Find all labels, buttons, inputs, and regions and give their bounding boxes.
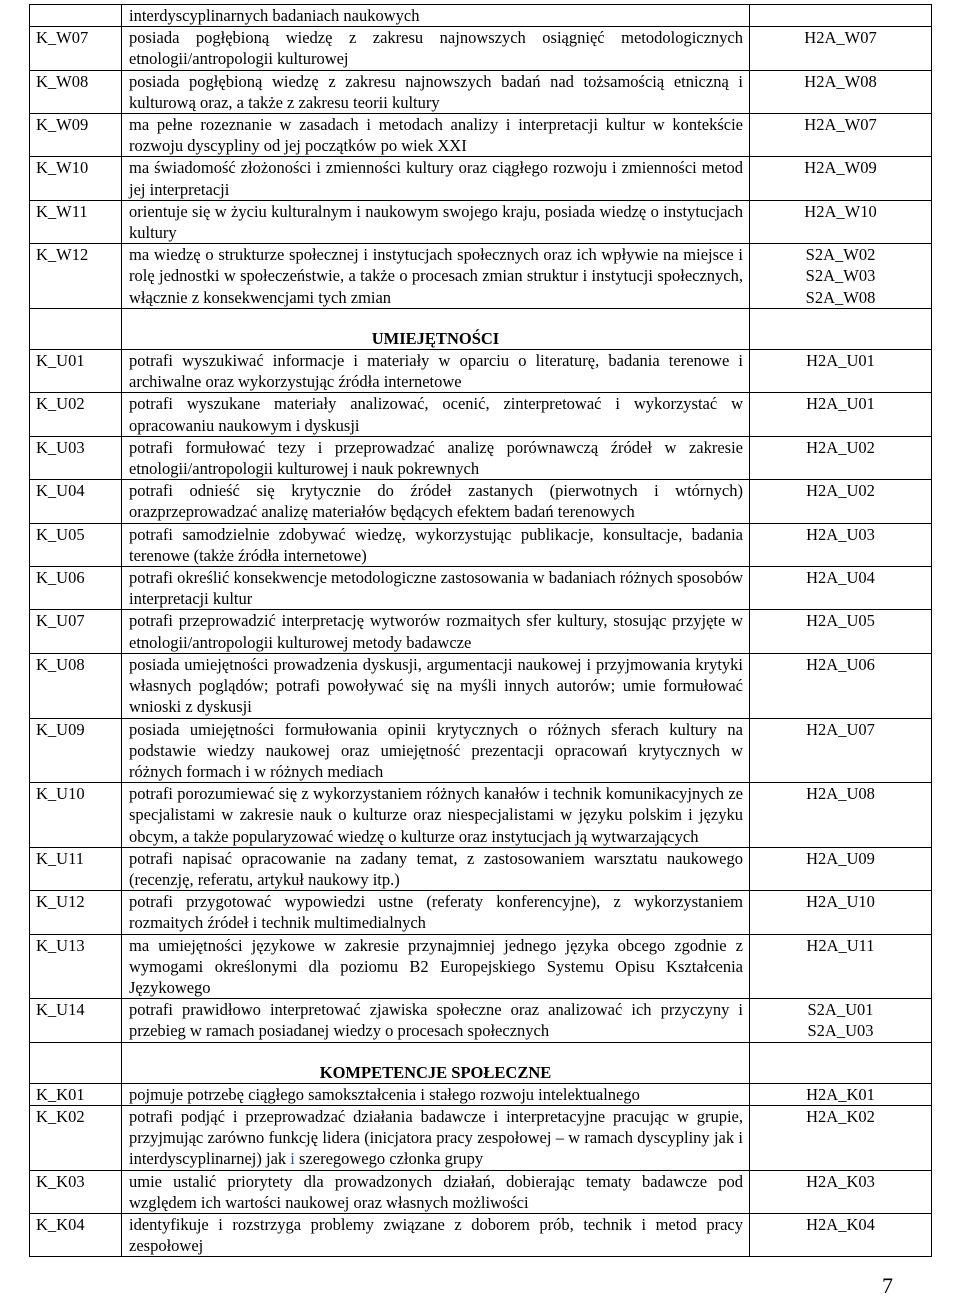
- reference-code: S2A_W08: [805, 287, 876, 307]
- table-row: [30, 610, 932, 653]
- table-row: [30, 436, 932, 479]
- table-row: [30, 523, 932, 566]
- reference-code: H2A_K01: [806, 1084, 875, 1104]
- outcome-description: orientuje się w życiu kulturalnym i naukowym swojego kraju, posiada wiedzę o instytucjach kultury: [122, 200, 750, 243]
- reference-codes: [750, 27, 932, 70]
- reference-code: H2A_U11: [806, 935, 875, 955]
- outcome-code: K_W12: [30, 244, 122, 309]
- outcome-code: K_W08: [30, 70, 122, 113]
- reference-codes: [750, 567, 932, 610]
- outcome-code: K_U12: [30, 891, 122, 934]
- table-row: [30, 393, 932, 436]
- reference-codes: [750, 244, 932, 309]
- table-row: [30, 114, 932, 157]
- outcome-description: potrafi wyszukane materiały analizować, ocenić, zinterpretować i wykorzystać w opracowaniu naukowym i dyskusji: [122, 393, 750, 436]
- page-number: 7: [882, 1273, 893, 1298]
- reference-codes: [750, 393, 932, 436]
- table-row: [30, 847, 932, 890]
- outcome-code: K_U04: [30, 480, 122, 523]
- table-row: [30, 999, 932, 1042]
- outcome-code: K_U08: [30, 653, 122, 718]
- reference-codes: [750, 847, 932, 890]
- table-row: [30, 1213, 932, 1256]
- learning-outcomes-table: [29, 4, 932, 1257]
- reference-codes: [750, 891, 932, 934]
- outcome-description: potrafi przygotować wypowiedzi ustne (referaty konferencyjne), z wykorzystaniem rozmaitych źródeł i technik multimedialnych: [122, 891, 750, 934]
- outcome-description: potrafi przeprowadzić interpretację wytworów rozmaitych sfer kultury, stosując przyjęte w etnologii/antropologii kulturowej metody badawcze: [122, 610, 750, 653]
- table-row: [30, 783, 932, 848]
- table-row: [30, 891, 932, 934]
- outcome-code: K_U13: [30, 934, 122, 999]
- reference-codes: [750, 653, 932, 718]
- table-row: [30, 1170, 932, 1213]
- reference-codes: [750, 480, 932, 523]
- reference-codes: [750, 1213, 932, 1256]
- table-row: [30, 934, 932, 999]
- outcome-code: K_W10: [30, 157, 122, 200]
- description-text: szeregowego członka grupy: [294, 1149, 484, 1169]
- reference-code: H2A_U07: [806, 719, 875, 739]
- reference-codes: [750, 1105, 932, 1170]
- reference-codes: [750, 1083, 932, 1105]
- outcome-description: identyfikuje i rozstrzyga problemy związane z doborem prób, technik i metod pracy zespołowej: [122, 1213, 750, 1256]
- reference-codes: [750, 718, 932, 783]
- table-row: [30, 480, 932, 523]
- outcome-description: umie ustalić priorytety dla prowadzonych działań, dobierając tematy badawcze pod względem ich wartości naukowej oraz własnych możliwości: [122, 1170, 750, 1213]
- outcome-description: potrafi określić konsekwencje metodologiczne zastosowania w badaniach różnych sposobów interpretacji kultur: [122, 567, 750, 610]
- reference-codes: [750, 1170, 932, 1213]
- outcome-code: K_W07: [30, 27, 122, 70]
- outcome-description: potrafi porozumiewać się z wykorzystaniem różnych kanałów i technik komunikacyjnych ze specjalistami w zakresie nauk o kulturze oraz niespecjalistami w języku polskim i języku obcym, a także popularyzować wiedzę o kulturze oraz instytucjach ją wytwarzających: [122, 783, 750, 848]
- reference-code: S2A_U03: [807, 1021, 874, 1041]
- outcome-code: K_K04: [30, 1213, 122, 1256]
- table-row: [30, 244, 932, 309]
- table-row: [30, 350, 932, 393]
- outcome-description: posiada pogłębioną wiedzę z zakresu najnowszych badań nad tożsamością etniczną i kulturową oraz, a także z zakresu teorii kultury: [122, 70, 750, 113]
- outcome-description: posiada umiejętności formułowania opinii krytycznych o różnych sferach kultury na podstawie wiedzy naukowej oraz umiejętność prezentacji opracowań krytycznych w różnych formach i w różnych mediach: [122, 718, 750, 783]
- reference-codes: [750, 934, 932, 999]
- reference-code: H2A_U06: [806, 654, 875, 674]
- reference-code: S2A_W02: [805, 245, 876, 265]
- outcome-code: K_U07: [30, 610, 122, 653]
- outcome-description: potrafi samodzielnie zdobywać wiedzę, wykorzystując publikacje, konsultacje, badania terenowe (także źródła internetowe): [122, 523, 750, 566]
- outcome-code: K_U02: [30, 393, 122, 436]
- outcome-code: K_W09: [30, 114, 122, 157]
- outcome-code: K_U06: [30, 567, 122, 610]
- table-row: [30, 157, 932, 200]
- section-heading: KOMPETENCJE SPOŁECZNE: [122, 1062, 750, 1084]
- section-heading: UMIEJĘTNOŚCI: [122, 328, 750, 350]
- reference-code: H2A_U02: [806, 437, 875, 457]
- reference-code: H2A_U10: [806, 892, 875, 912]
- reference-code: H2A_U01: [806, 351, 875, 371]
- outcome-description: potrafi napisać opracowanie na zadany temat, z zastosowaniem warsztatu naukowego (recenzję, referatu, artykuł naukowy itp.): [122, 847, 750, 890]
- table-row: [30, 653, 932, 718]
- outcome-description: posiada pogłębioną wiedzę z zakresu najnowszych osiągnięć metodologicznych etnologii/antropologii kulturowej: [122, 27, 750, 70]
- reference-code: H2A_U08: [806, 784, 875, 804]
- reference-codes: [750, 610, 932, 653]
- table-row: [30, 567, 932, 610]
- outcome-description: ma świadomość złożoności i zmienności kultury oraz ciągłego rozwoju i zmienności metod jej interpretacji: [122, 157, 750, 200]
- outcome-description: ma wiedzę o strukturze społecznej i instytucjach społecznych oraz ich wpływie na miejsce i rolę jednostki w społeczeństwie, a także o procesach zmian struktur i instytucji społecznych, włącznie z konsekwencjami tych zmian: [122, 244, 750, 309]
- table-row: [30, 27, 932, 70]
- reference-codes: [750, 114, 932, 157]
- outcome-code: K_U03: [30, 436, 122, 479]
- reference-code: H2A_U04: [806, 568, 875, 588]
- reference-code: H2A_W09: [804, 158, 877, 178]
- section-heading-row: [30, 328, 932, 350]
- section-spacer: [30, 1042, 932, 1062]
- reference-codes: [750, 157, 932, 200]
- reference-code: H2A_W07: [804, 115, 877, 135]
- outcome-description: [122, 1105, 750, 1170]
- outcome-description: potrafi prawidłowo interpretować zjawiska społeczne oraz analizować ich przyczyny i przebieg w ramach posiadanej wiedzy o procesach społecznych: [122, 999, 750, 1042]
- reference-code: H2A_K02: [806, 1106, 875, 1126]
- table-row: [30, 1083, 932, 1105]
- outcome-description: potrafi formułować tezy i przeprowadzać analizę porównawczą źródeł w zakresie etnologii/antropologii kulturowej i nauk pokrewnych: [122, 436, 750, 479]
- reference-code: H2A_U02: [806, 481, 875, 501]
- table-row: [30, 200, 932, 243]
- reference-code: H2A_W10: [804, 201, 877, 221]
- section-spacer: [30, 308, 932, 328]
- outcome-code: K_K03: [30, 1170, 122, 1213]
- reference-codes: [750, 436, 932, 479]
- outcome-description: ma pełne rozeznanie w zasadach i metodach analizy i interpretacji kultur w kontekście rozwoju dyscypliny od jej początków po wiek XXI: [122, 114, 750, 157]
- reference-code: S2A_U01: [807, 1000, 874, 1020]
- outcome-description: ma umiejętności językowe w zakresie przynajmniej jednego języka obcego zgodnie z wymogami określonymi dla poziomu B2 Europejskiego Systemu Opisu Kształcenia Językowego: [122, 934, 750, 999]
- outcome-code: K_U01: [30, 350, 122, 393]
- reference-codes: [750, 523, 932, 566]
- section-heading-row: [30, 1062, 932, 1084]
- outcome-description: potrafi odnieść się krytycznie do źródeł zastanych (pierwotnych i wtórnych) orazprzeprowadzać analizę materiałów będących efektem badań terenowych: [122, 480, 750, 523]
- outcome-code: K_W11: [30, 200, 122, 243]
- reference-codes: [750, 200, 932, 243]
- table-row: [30, 1105, 932, 1170]
- outcome-code: K_U14: [30, 999, 122, 1042]
- reference-codes: [750, 999, 932, 1042]
- outcome-description: interdyscyplinarnych badaniach naukowych: [122, 5, 750, 27]
- reference-codes: [750, 350, 932, 393]
- outcome-code: K_U09: [30, 718, 122, 783]
- table-row: [30, 5, 932, 27]
- outcome-description: pojmuje potrzebę ciągłego samokształcenia i stałego rozwoju intelektualnego: [122, 1083, 750, 1105]
- reference-codes: [750, 70, 932, 113]
- outcome-description: posiada umiejętności prowadzenia dyskusji, argumentacji naukowej i przyjmowania krytyki własnych poglądów; potrafi powoływać się na myśli innych autorów; umie formułować wnioski z dyskusji: [122, 653, 750, 718]
- reference-code: H2A_U09: [806, 848, 875, 868]
- outcome-code: K_K02: [30, 1105, 122, 1170]
- outcome-code: K_U05: [30, 523, 122, 566]
- reference-codes: [750, 783, 932, 848]
- reference-code: H2A_U03: [806, 524, 875, 544]
- table-row: [30, 718, 932, 783]
- outcome-code: K_U10: [30, 783, 122, 848]
- reference-code: H2A_U01: [806, 394, 875, 414]
- outcome-code: K_U11: [30, 847, 122, 890]
- reference-code: H2A_U05: [806, 611, 875, 631]
- table-row: [30, 70, 932, 113]
- reference-code: H2A_K04: [806, 1214, 875, 1234]
- description-text: potrafi podjąć i przeprowadzać działania badawcze i interpretacyjne pracując w grupie, przyjmując zarówno funkcję lidera (inicjatora pracy zespołowej – w ramach dyscypliny jak i interdyscyplinarnej) jak: [129, 1106, 743, 1169]
- reference-code: H2A_W07: [804, 28, 877, 48]
- reference-code: H2A_K03: [806, 1171, 875, 1191]
- description-highlight: i: [290, 1149, 295, 1169]
- reference-code: H2A_W08: [804, 71, 877, 91]
- reference-code: S2A_W03: [805, 266, 876, 286]
- outcome-code: K_K01: [30, 1083, 122, 1105]
- outcome-description: potrafi wyszukiwać informacje i materiały w oparciu o literaturę, badania terenowe i archiwalne oraz wykorzystując źródła internetowe: [122, 350, 750, 393]
